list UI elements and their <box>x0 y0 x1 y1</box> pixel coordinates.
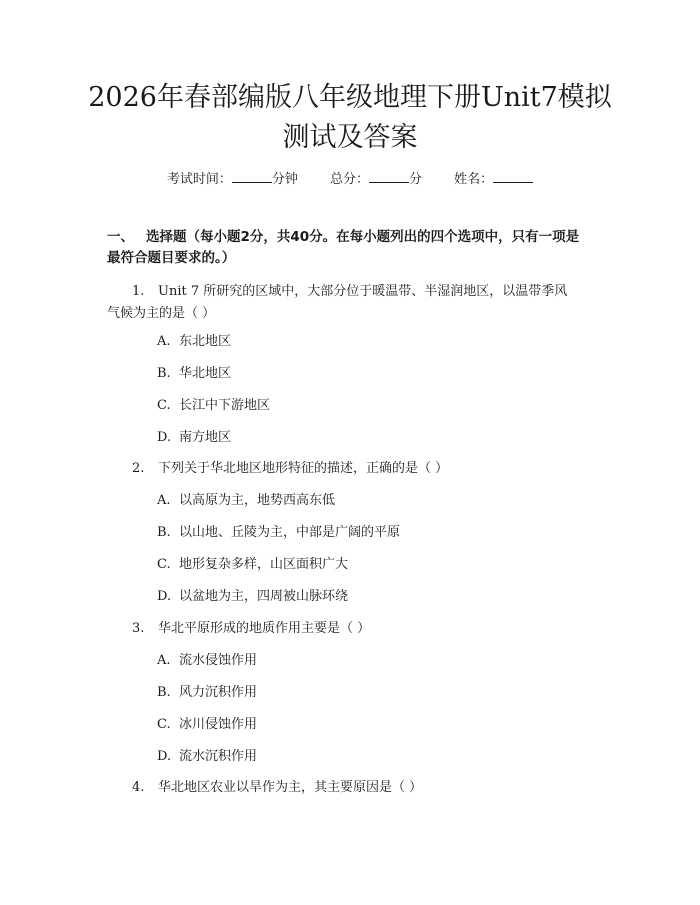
option-text: 华北地区 <box>179 366 232 381</box>
total-score-label: 总分： <box>329 172 369 187</box>
title-line-1: 2026年春部编版八年级地理下册Unit7模拟 <box>88 82 612 113</box>
option-letter: A. <box>157 653 171 668</box>
question-text: 华北平原形成的地质作用主要是（ ） <box>158 621 371 636</box>
option-letter: C. <box>157 557 171 572</box>
question-1 <box>107 281 602 325</box>
question-1-option-d <box>157 429 231 447</box>
option-text: 流水侵蚀作用 <box>179 653 258 668</box>
option-letter: B. <box>157 685 171 700</box>
question-3-option-b <box>157 684 257 702</box>
question-2-option-c <box>157 556 348 574</box>
option-letter: D. <box>157 430 172 445</box>
question-3-option-c <box>157 716 257 734</box>
question-3-option-d <box>157 748 257 766</box>
question-text-continued: 气候为主的是（ ） <box>107 306 216 321</box>
question-text: 华北地区农业以旱作为主，其主要原因是（ ） <box>158 780 423 795</box>
option-text: 以高原为主，地势西高东低 <box>179 493 336 508</box>
question-1-option-c <box>157 397 270 415</box>
section-heading-line-1: 选择题（每小题2分，共40分。在每小题列出的四个选项中，只有一项是 <box>146 229 580 245</box>
question-text: 下列关于华北地区地形特征的描述，正确的是（ ） <box>158 461 449 476</box>
option-text: 以盆地为主，四周被山脉环绕 <box>179 589 349 604</box>
option-text: 地形复杂多样，山区面积广大 <box>179 557 349 572</box>
total-score-field <box>330 168 422 187</box>
question-2-option-a <box>157 492 335 510</box>
exam-time-field <box>167 168 298 187</box>
exam-time-label: 考试时间： <box>166 172 232 187</box>
option-letter: B. <box>157 525 171 540</box>
name-label: 姓名： <box>454 172 494 187</box>
option-text: 南方地区 <box>179 430 232 445</box>
option-letter: A. <box>157 334 171 349</box>
question-2 <box>132 458 602 480</box>
section-heading-line-2: 最符合题目要求的。） <box>107 250 236 266</box>
question-number: 4. <box>132 780 145 795</box>
option-letter: C. <box>157 717 171 732</box>
section-heading <box>107 227 607 269</box>
question-number: 3. <box>132 621 145 636</box>
option-letter: D. <box>157 589 172 604</box>
question-number: 2. <box>132 461 145 476</box>
option-text: 以山地、丘陵为主，中部是广阔的平原 <box>179 525 401 540</box>
option-text: 长江中下游地区 <box>179 398 271 413</box>
question-text: Unit 7 所研究的区域中，大部分位于暖温带、半湿润地区，以温带季风 <box>158 284 568 299</box>
name-field <box>454 168 533 187</box>
option-letter: A. <box>157 493 171 508</box>
name-blank <box>493 172 533 183</box>
page-title <box>60 78 640 158</box>
option-text: 东北地区 <box>179 334 232 349</box>
question-number: 1. <box>132 284 145 299</box>
option-text: 风力沉积作用 <box>179 685 258 700</box>
option-letter: C. <box>157 398 171 413</box>
question-2-option-d <box>157 588 348 606</box>
question-4 <box>132 777 602 799</box>
option-letter: B. <box>157 366 171 381</box>
question-2-option-b <box>157 524 400 542</box>
exam-time-blank <box>232 172 272 183</box>
option-text: 冰川侵蚀作用 <box>179 717 258 732</box>
question-1-option-a <box>157 333 231 351</box>
option-letter: D. <box>157 749 172 764</box>
total-score-blank <box>369 172 409 183</box>
question-3 <box>132 618 602 640</box>
option-text: 流水沉积作用 <box>179 749 258 764</box>
exam-time-unit: 分钟 <box>271 172 298 187</box>
question-3-option-a <box>157 652 257 670</box>
exam-meta <box>0 168 700 187</box>
question-1-option-b <box>157 365 231 383</box>
title-line-2: 测试及答案 <box>282 122 418 153</box>
section-number: 一、 <box>107 229 134 245</box>
total-score-unit: 分 <box>409 172 423 187</box>
